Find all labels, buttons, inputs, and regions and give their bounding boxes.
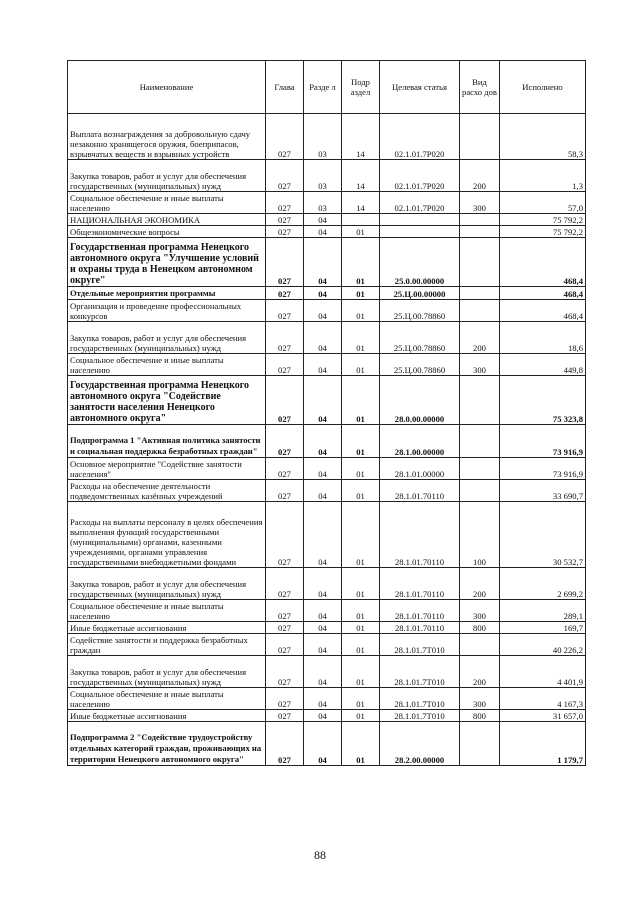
row-expense-type: 100	[460, 502, 500, 568]
row-name: Государственная программа Ненецкого автономного округа "Содействие занятости населения Ненецкого автономного округа"	[68, 376, 266, 425]
row-executed: 1 179,7	[500, 722, 586, 766]
row-name: Закупка товаров, работ и услуг для обеспечения государственных (муниципальных) нужд	[68, 656, 266, 688]
row-target-article	[380, 214, 460, 226]
row-executed: 18,6	[500, 322, 586, 354]
row-executed: 449,8	[500, 354, 586, 376]
header-executed: Исполнено	[500, 61, 586, 114]
row-glava: 027	[266, 287, 304, 300]
table-row	[68, 425, 586, 458]
row-podrazdel: 01	[342, 287, 380, 300]
row-glava: 027	[266, 656, 304, 688]
budget-table	[67, 60, 586, 766]
table-row	[68, 710, 586, 722]
table-row	[68, 502, 586, 568]
row-target-article: 02.1.01.7Р020	[380, 192, 460, 214]
row-executed: 4 167,3	[500, 688, 586, 710]
row-name: Государственная программа Ненецкого автономного округа "Улучшение условий и охраны труда в Ненецком автономном округе"	[68, 238, 266, 287]
row-target-article: 28.1.01.7Т010	[380, 688, 460, 710]
row-executed: 58,3	[500, 114, 586, 160]
row-name: Подпрограмма 2 "Содействие трудоустройству отдельных категорий граждан, проживающих на территории Ненецкого автономного округа"	[68, 722, 266, 766]
row-razdel: 04	[304, 214, 342, 226]
row-name: Иные бюджетные ассигнования	[68, 710, 266, 722]
row-razdel: 04	[304, 656, 342, 688]
row-target-article: 28.1.01.7Т010	[380, 634, 460, 656]
row-executed: 2 699,2	[500, 568, 586, 600]
row-executed: 1,3	[500, 160, 586, 192]
row-razdel: 03	[304, 114, 342, 160]
row-glava: 027	[266, 722, 304, 766]
row-name: Организация и проведение профессиональных конкурсов	[68, 300, 266, 322]
row-target-article: 25.0.00.00000	[380, 238, 460, 287]
row-expense-type: 200	[460, 568, 500, 600]
row-name: Расходы на выплаты персоналу в целях обеспечения выполнения функций государственными (муниципальными) органами, казенными учреждениями, органами управления государственными внебюджетными фондами	[68, 502, 266, 568]
row-name: НАЦИОНАЛЬНАЯ ЭКОНОМИКА	[68, 214, 266, 226]
row-podrazdel: 01	[342, 634, 380, 656]
row-razdel: 04	[304, 322, 342, 354]
row-target-article: 25.Ц.00.00000	[380, 287, 460, 300]
row-razdel: 04	[304, 287, 342, 300]
row-executed: 468,4	[500, 300, 586, 322]
row-podrazdel: 01	[342, 354, 380, 376]
row-podrazdel: 01	[342, 568, 380, 600]
row-razdel: 03	[304, 160, 342, 192]
table-row	[68, 600, 586, 622]
row-expense-type: 200	[460, 160, 500, 192]
row-executed: 468,4	[500, 287, 586, 300]
row-target-article: 28.0.00.00000	[380, 376, 460, 425]
row-razdel: 04	[304, 376, 342, 425]
row-name: Социальное обеспечение и иные выплаты населению	[68, 354, 266, 376]
row-podrazdel: 01	[342, 502, 380, 568]
row-razdel: 04	[304, 600, 342, 622]
table-row	[68, 376, 586, 425]
row-razdel: 04	[304, 722, 342, 766]
row-razdel: 04	[304, 425, 342, 458]
row-razdel: 04	[304, 502, 342, 568]
row-razdel: 04	[304, 710, 342, 722]
row-executed: 75 323,8	[500, 376, 586, 425]
row-target-article: 28.1.01.70110	[380, 502, 460, 568]
row-podrazdel	[342, 214, 380, 226]
row-executed: 33 690,7	[500, 480, 586, 502]
row-glava: 027	[266, 502, 304, 568]
row-expense-type: 200	[460, 322, 500, 354]
row-expense-type	[460, 287, 500, 300]
table-row	[68, 458, 586, 480]
row-podrazdel: 01	[342, 458, 380, 480]
row-expense-type	[460, 214, 500, 226]
row-target-article: 28.1.01.7Т010	[380, 656, 460, 688]
row-glava: 027	[266, 226, 304, 238]
row-razdel: 04	[304, 480, 342, 502]
row-name: Социальное обеспечение и иные выплаты населению	[68, 600, 266, 622]
row-expense-type: 800	[460, 710, 500, 722]
row-target-article: 02.1.01.7Р020	[380, 114, 460, 160]
row-target-article: 28.1.01.70110	[380, 622, 460, 634]
row-executed: 75 792,2	[500, 226, 586, 238]
row-name: Общеэкономические вопросы	[68, 226, 266, 238]
row-name: Социальное обеспечение и иные выплаты населению	[68, 192, 266, 214]
row-target-article: 28.1.01.70110	[380, 600, 460, 622]
table-row	[68, 160, 586, 192]
row-glava: 027	[266, 214, 304, 226]
row-target-article: 28.2.00.00000	[380, 722, 460, 766]
row-podrazdel: 01	[342, 622, 380, 634]
row-name: Закупка товаров, работ и услуг для обеспечения государственных (муниципальных) нужд	[68, 322, 266, 354]
row-expense-type: 300	[460, 354, 500, 376]
row-target-article: 25.Ц.00.78860	[380, 300, 460, 322]
row-name: Выплата вознаграждения за добровольную сдачу незаконно хранящегося оружия, боеприпасов, взрывчатых веществ и взрывных устройств	[68, 114, 266, 160]
table-row	[68, 287, 586, 300]
table-row	[68, 214, 586, 226]
row-name: Содействие занятости и поддержка безработных граждан	[68, 634, 266, 656]
row-executed: 30 532,7	[500, 502, 586, 568]
row-glava: 027	[266, 322, 304, 354]
row-razdel: 04	[304, 354, 342, 376]
row-glava: 027	[266, 600, 304, 622]
row-target-article: 28.1.01.7Т010	[380, 710, 460, 722]
row-target-article: 02.1.01.7Р020	[380, 160, 460, 192]
row-target-article: 28.1.01.70110	[380, 568, 460, 600]
row-name: Закупка товаров, работ и услуг для обеспечения государственных (муниципальных) нужд	[68, 568, 266, 600]
row-razdel: 04	[304, 634, 342, 656]
table-row	[68, 634, 586, 656]
row-expense-type	[460, 458, 500, 480]
row-glava: 027	[266, 160, 304, 192]
row-name: Закупка товаров, работ и услуг для обеспечения государственных (муниципальных) нужд	[68, 160, 266, 192]
table-row	[68, 238, 586, 287]
row-podrazdel: 14	[342, 114, 380, 160]
row-podrazdel: 01	[342, 322, 380, 354]
row-expense-type: 300	[460, 600, 500, 622]
row-podrazdel: 01	[342, 425, 380, 458]
table-row	[68, 568, 586, 600]
row-glava: 027	[266, 114, 304, 160]
row-razdel: 04	[304, 458, 342, 480]
row-executed: 4 401,9	[500, 656, 586, 688]
row-expense-type	[460, 425, 500, 458]
row-name: Подпрограмма 1 "Активная политика занятости и социальная поддержка безработных граждан"	[68, 425, 266, 458]
row-executed: 40 226,2	[500, 634, 586, 656]
row-glava: 027	[266, 376, 304, 425]
row-razdel: 03	[304, 192, 342, 214]
row-podrazdel: 14	[342, 192, 380, 214]
row-glava: 027	[266, 238, 304, 287]
row-glava: 027	[266, 354, 304, 376]
row-expense-type	[460, 634, 500, 656]
row-glava: 027	[266, 634, 304, 656]
row-glava: 027	[266, 425, 304, 458]
row-executed: 73 916,9	[500, 425, 586, 458]
row-expense-type	[460, 376, 500, 425]
row-podrazdel: 01	[342, 300, 380, 322]
table-row	[68, 480, 586, 502]
row-razdel: 04	[304, 688, 342, 710]
header-razdel: Разде л	[304, 61, 342, 114]
row-expense-type: 800	[460, 622, 500, 634]
row-podrazdel: 01	[342, 480, 380, 502]
row-razdel: 04	[304, 238, 342, 287]
row-glava: 027	[266, 458, 304, 480]
row-razdel: 04	[304, 568, 342, 600]
row-executed: 31 657,0	[500, 710, 586, 722]
header-expense-type: Вид расхо дов	[460, 61, 500, 114]
row-podrazdel: 01	[342, 688, 380, 710]
table-row	[68, 192, 586, 214]
row-expense-type: 200	[460, 656, 500, 688]
row-executed: 75 792,2	[500, 214, 586, 226]
row-expense-type	[460, 114, 500, 160]
table-row	[68, 354, 586, 376]
row-name: Основное мероприятие "Содействие занятости населения"	[68, 458, 266, 480]
header-glava: Глава	[266, 61, 304, 114]
table-header-row	[68, 61, 586, 114]
table-row	[68, 688, 586, 710]
row-glava: 027	[266, 622, 304, 634]
row-target-article: 25.Ц.00.78860	[380, 322, 460, 354]
row-podrazdel: 01	[342, 376, 380, 425]
header-podrazdel: Подр аздел	[342, 61, 380, 114]
row-name: Отдельные мероприятия программы	[68, 287, 266, 300]
row-podrazdel: 01	[342, 710, 380, 722]
row-podrazdel: 14	[342, 160, 380, 192]
row-target-article: 25.Ц.00.78860	[380, 354, 460, 376]
table-row	[68, 622, 586, 634]
row-glava: 027	[266, 480, 304, 502]
row-podrazdel: 01	[342, 722, 380, 766]
row-podrazdel: 01	[342, 656, 380, 688]
row-name: Иные бюджетные ассигнования	[68, 622, 266, 634]
row-glava: 027	[266, 300, 304, 322]
table-row	[68, 322, 586, 354]
row-executed: 73 916,9	[500, 458, 586, 480]
row-podrazdel: 01	[342, 226, 380, 238]
row-expense-type	[460, 300, 500, 322]
table-row	[68, 114, 586, 160]
page-number: 88	[314, 848, 326, 862]
row-podrazdel: 01	[342, 238, 380, 287]
row-glava: 027	[266, 568, 304, 600]
row-target-article	[380, 226, 460, 238]
row-target-article: 28.1.01.00000	[380, 458, 460, 480]
row-razdel: 04	[304, 622, 342, 634]
row-podrazdel: 01	[342, 600, 380, 622]
header-name: Наименование	[68, 61, 266, 114]
row-executed: 169,7	[500, 622, 586, 634]
row-razdel: 04	[304, 226, 342, 238]
row-executed: 468,4	[500, 238, 586, 287]
row-expense-type	[460, 722, 500, 766]
row-razdel: 04	[304, 300, 342, 322]
row-name: Расходы на обеспечение деятельности подведомственных казённых учреждений	[68, 480, 266, 502]
table-row	[68, 656, 586, 688]
header-target-article: Целевая статья	[380, 61, 460, 114]
row-expense-type	[460, 226, 500, 238]
table-row	[68, 226, 586, 238]
row-executed: 57,0	[500, 192, 586, 214]
table-row	[68, 722, 586, 766]
row-expense-type: 300	[460, 688, 500, 710]
row-glava: 027	[266, 710, 304, 722]
row-glava: 027	[266, 192, 304, 214]
row-expense-type	[460, 480, 500, 502]
row-expense-type: 300	[460, 192, 500, 214]
row-executed: 289,1	[500, 600, 586, 622]
row-glava: 027	[266, 688, 304, 710]
row-target-article: 28.1.01.70110	[380, 480, 460, 502]
row-target-article: 28.1.00.00000	[380, 425, 460, 458]
row-name: Социальное обеспечение и иные выплаты населению	[68, 688, 266, 710]
row-expense-type	[460, 238, 500, 287]
table-row	[68, 300, 586, 322]
